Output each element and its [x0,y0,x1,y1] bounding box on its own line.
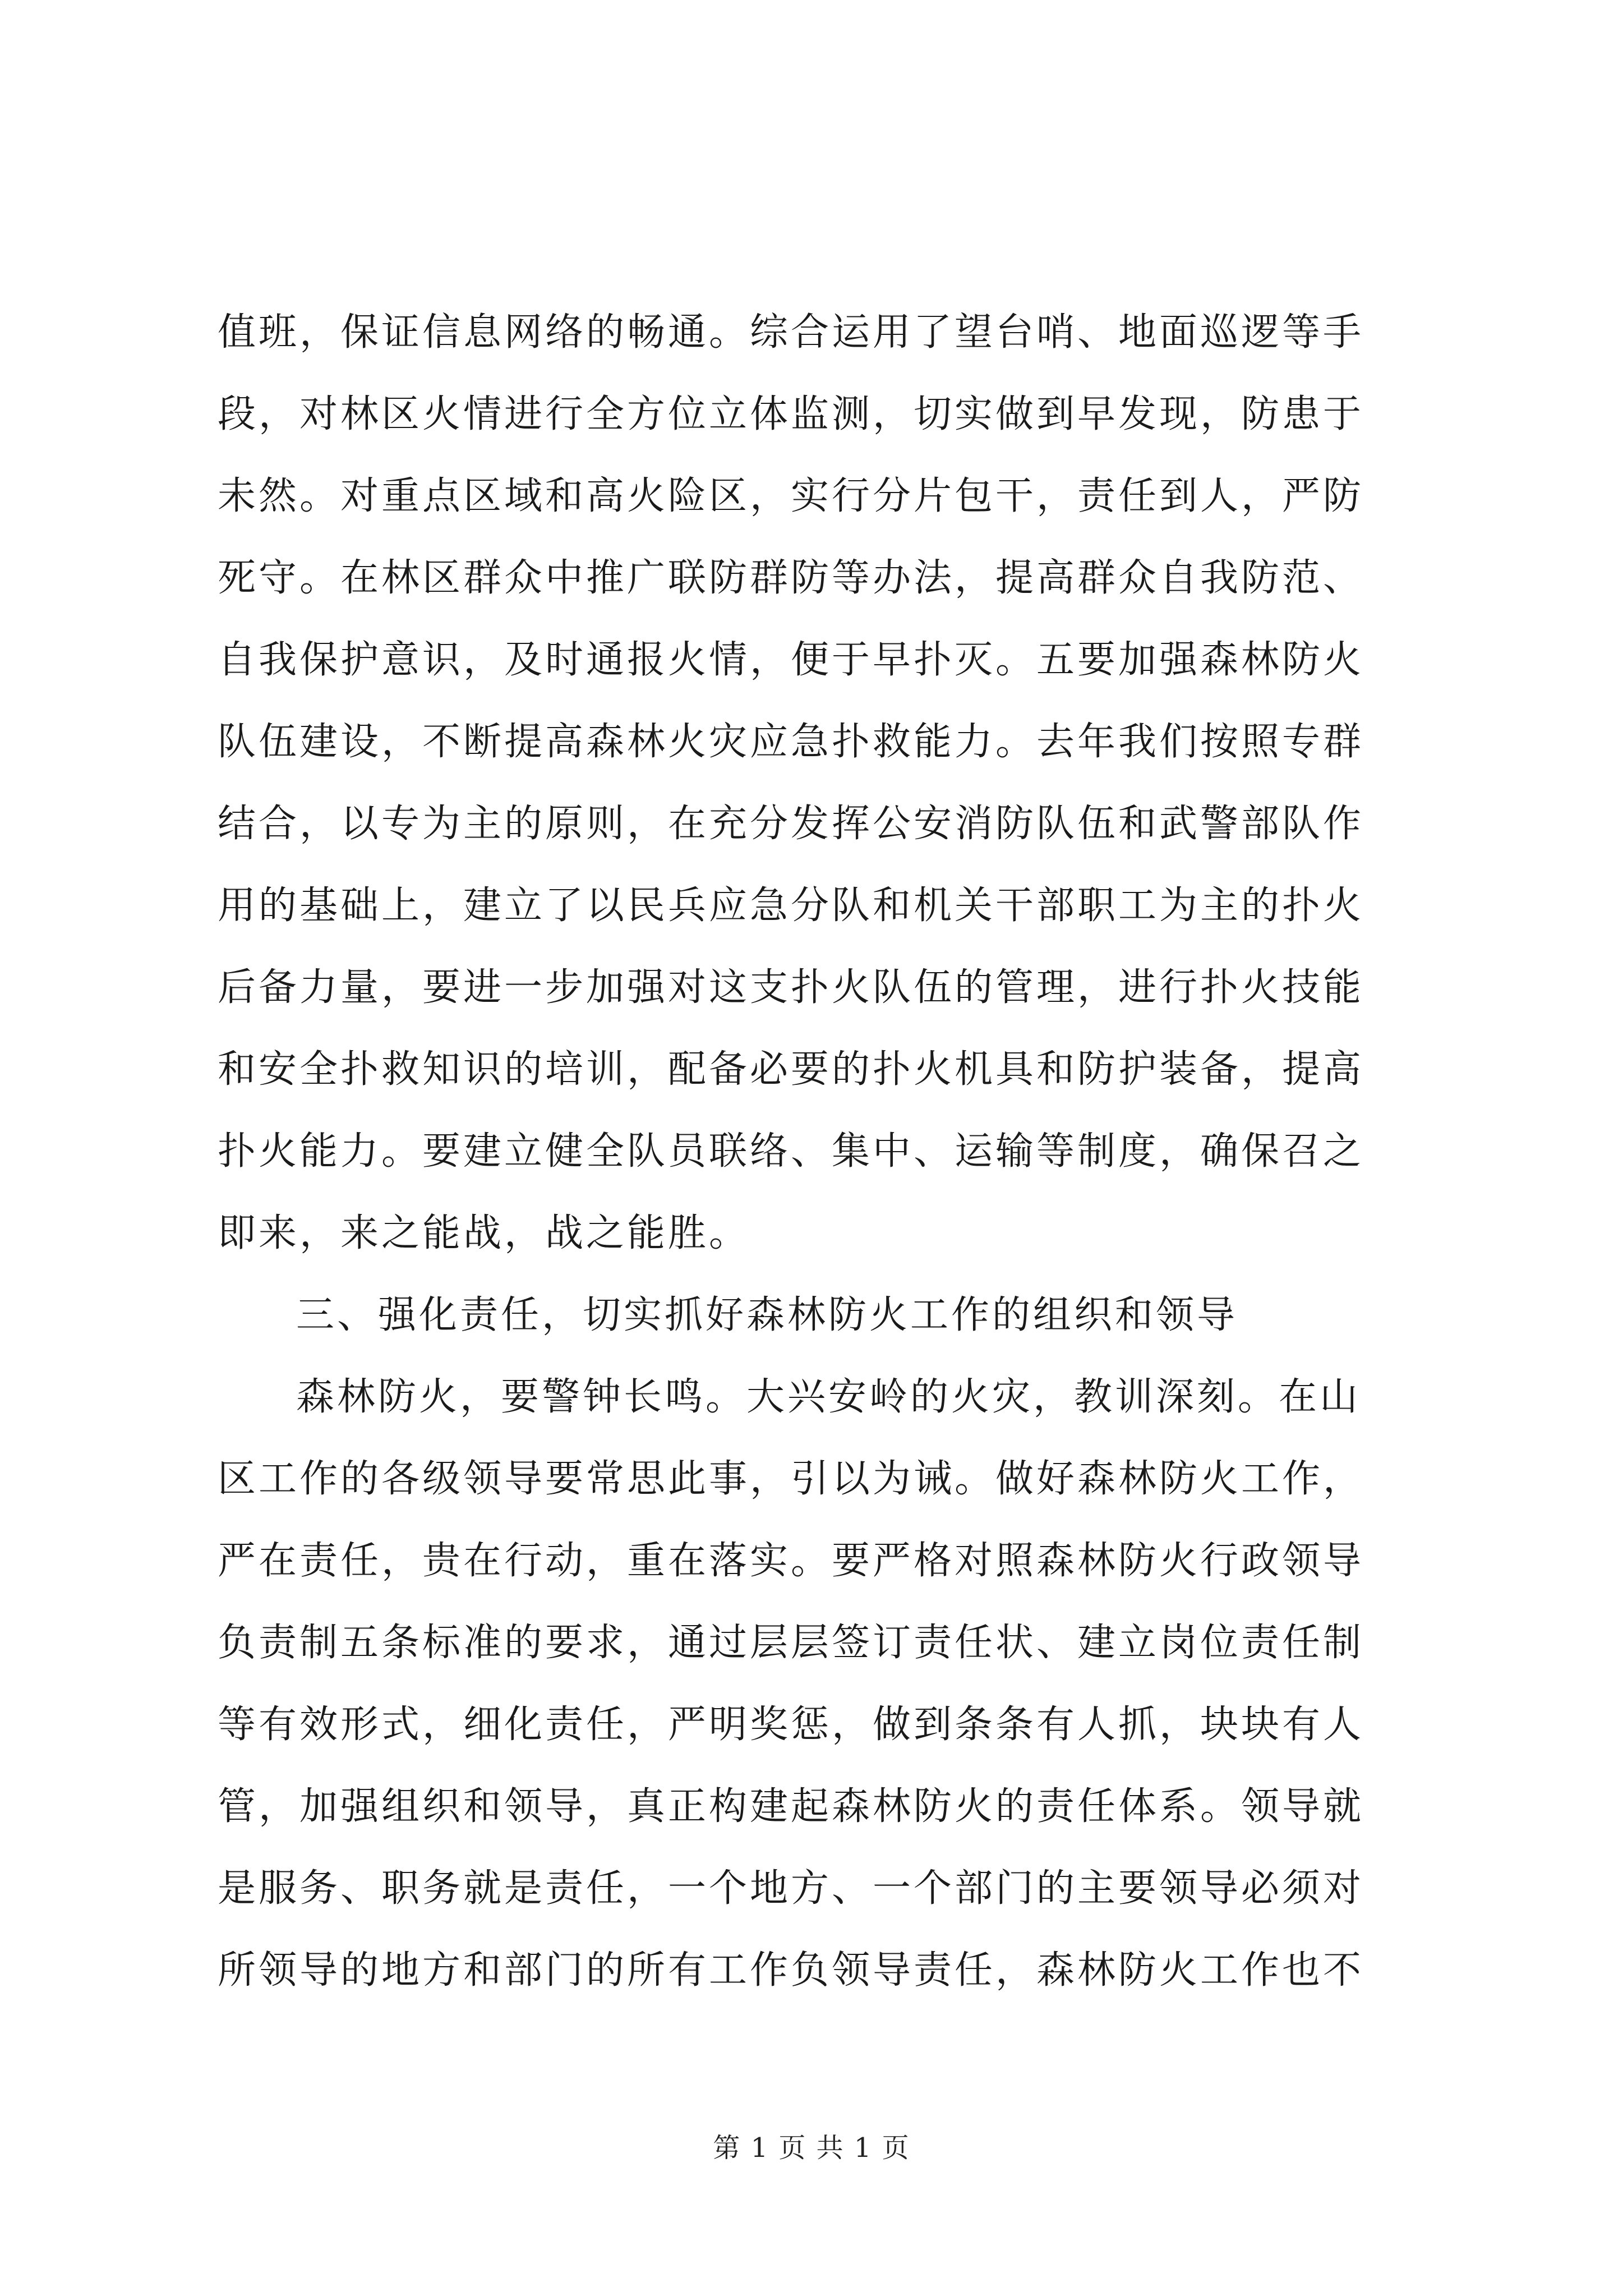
text-line: 死守。在林区群众中推广联防群防等办法，提高群众自我防范、 [218,556,1364,600]
section-heading: 三、强化责任，切实抓好森林防火工作的组织和领导 [296,1293,1238,1337]
text-line: 扑火能力。要建立健全队员联络、集中、运输等制度，确保召之 [218,1129,1364,1174]
text-line: 管，加强组织和领导，真正构建起森林防火的责任体系。领导就 [218,1784,1364,1829]
paragraph-first-line: 森林防火，要警钟长鸣。大兴安岭的火灾，教训深刻。在山 [296,1375,1361,1419]
text-line: 所领导的地方和部门的所有工作负领导责任，森林防火工作也不 [218,1948,1364,1993]
text-line: 值班，保证信息网络的畅通。综合运用了望台哨、地面巡逻等手 [218,310,1364,355]
document-body [218,292,1451,2012]
text-line: 即来，来之能战，战之能胜。 [218,1211,750,1255]
text-line: 未然。对重点区域和高火险区，实行分片包干，责任到人，严防 [218,474,1364,518]
page-footer: 第 1 页 共 1 页 [713,2132,910,2164]
text-line: 后备力量，要进一步加强对这支扑火队伍的管理，进行扑火技能 [218,965,1364,1010]
text-line: 段，对林区火情进行全方位立体监测，切实做到早发现，防患于 [218,392,1364,436]
text-line: 和安全扑救知识的培训，配备必要的扑火机具和防护装备，提高 [218,1047,1364,1092]
text-line: 严在责任，贵在行动，重在落实。要严格对照森林防火行政领导 [218,1539,1364,1583]
text-line: 结合，以专为主的原则，在充分发挥公安消防队伍和武警部队作 [218,802,1364,846]
text-line: 自我保护意识，及时通报火情，便于早扑灭。五要加强森林防火 [218,638,1364,682]
text-line: 是服务、职务就是责任，一个地方、一个部门的主要领导必须对 [218,1866,1364,1911]
text-line: 负责制五条标准的要求，通过层层签订责任状、建立岗位责任制 [218,1621,1364,1665]
text-line: 用的基础上，建立了以民兵应急分队和机关干部职工为主的扑火 [218,884,1364,928]
text-line: 队伍建设，不断提高森林火灾应急扑救能力。去年我们按照专群 [218,720,1364,764]
text-line: 等有效形式，细化责任，严明奖惩，做到条条有人抓，块块有人 [218,1703,1364,1747]
text-line: 区工作的各级领导要常思此事，引以为诫。做好森林防火工作， [218,1457,1364,1501]
